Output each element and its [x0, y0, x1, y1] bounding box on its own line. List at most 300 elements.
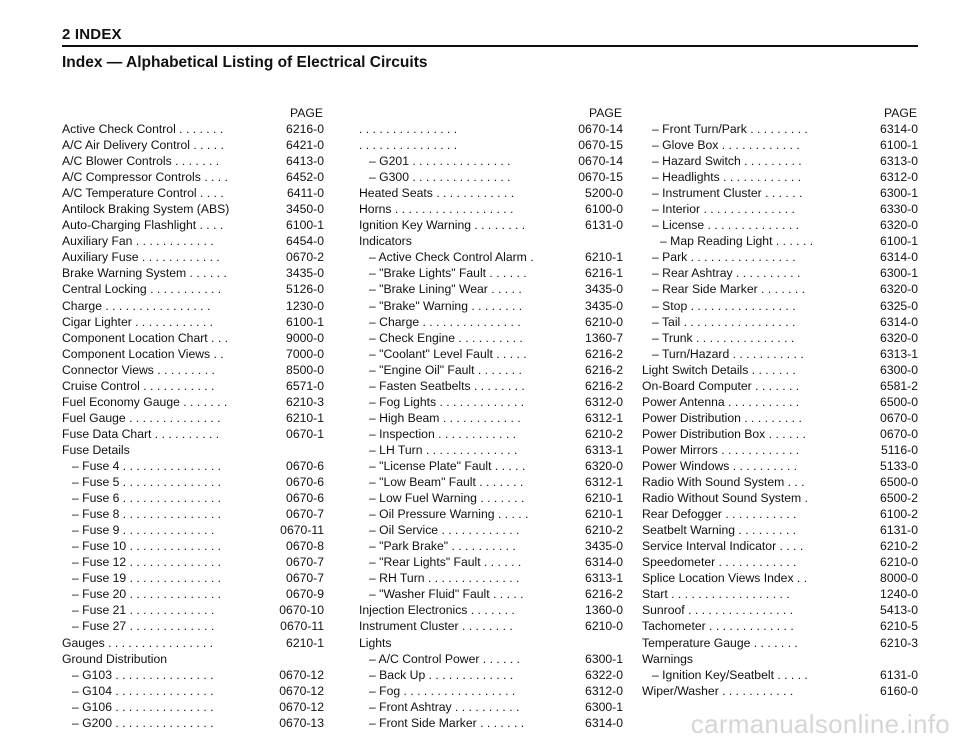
index-entry-label: Radio With Sound System . . .	[642, 475, 805, 490]
index-entry-page: 0670-2	[286, 250, 324, 265]
index-entry	[642, 602, 918, 618]
index-entry-label: – Rear Ashtray . . . . . . . . . .	[652, 266, 801, 281]
index-entry-page: 8000-0	[880, 571, 918, 586]
index-entry-label: Charge . . . . . . . . . . . . . . . .	[62, 298, 211, 313]
index-entry-page: 6500-0	[880, 475, 918, 490]
index-entry-page: 1240-0	[880, 587, 918, 602]
index-entry-page: 6314-0	[880, 314, 918, 329]
index-entry-label: – Fuse 27 . . . . . . . . . . . . .	[72, 619, 215, 634]
index-entry-page: 0670-8	[286, 539, 324, 554]
index-entry	[642, 474, 918, 490]
index-entry	[62, 715, 324, 731]
index-entry	[359, 458, 623, 474]
index-entry-page: 6131-0	[880, 667, 918, 682]
index-entry-label: A/C Temperature Control . . . .	[62, 186, 224, 201]
index-entry-label: A/C Compressor Controls . . . .	[62, 170, 228, 185]
index-entry-page: 3435-0	[585, 298, 623, 313]
index-entry	[62, 410, 324, 426]
index-entry	[642, 506, 918, 522]
index-entry-label: Fuel Economy Gauge . . . . . . .	[62, 394, 228, 409]
index-entry-label: – "Low Beam" Fault . . . . . . .	[369, 475, 524, 490]
index-entry-label: Fuel Gauge . . . . . . . . . . . . . .	[62, 410, 221, 425]
index-entry	[62, 699, 324, 715]
index-entry-page: 0670-14	[578, 154, 623, 169]
index-entry-label: – Interior . . . . . . . . . . . . . .	[652, 202, 795, 217]
index-entry-page: 0670-11	[280, 619, 324, 634]
index-entry-label: Cruise Control . . . . . . . . . . .	[62, 378, 215, 393]
index-entry-label: Tachometer . . . . . . . . . . . . .	[642, 619, 794, 634]
index-entry-page: 6210-2	[585, 426, 623, 441]
index-entry-page: 6313-1	[585, 571, 623, 586]
index-entry	[642, 201, 918, 217]
index-entry-label: – Headlights . . . . . . . . . . . .	[652, 170, 802, 185]
index-entry	[62, 137, 324, 153]
index-entry-label: Auxiliary Fan . . . . . . . . . . . .	[62, 234, 214, 249]
index-entry-page: 5116-0	[880, 442, 918, 457]
index-entry	[359, 185, 623, 201]
index-entry-page: 6210-1	[585, 491, 623, 506]
index-entry-label: – Fuse 20 . . . . . . . . . . . . . .	[72, 587, 222, 602]
index-entry-page: 6100-1	[286, 314, 324, 329]
index-entry	[359, 635, 623, 651]
index-entry	[359, 314, 623, 330]
index-entry-page: 6314-0	[585, 715, 623, 730]
index-entry-label: – "Washer Fluid" Fault . . . . .	[369, 587, 524, 602]
index-entry-label: – G106 . . . . . . . . . . . . . . .	[72, 699, 214, 714]
index-entry	[359, 426, 623, 442]
index-entry-label: – "Brake Lights" Fault . . . . . .	[369, 266, 527, 281]
index-entry-page: 6314-0	[880, 122, 918, 136]
page-column-header: PAGE	[589, 106, 622, 120]
index-entry-page: 0670-12	[279, 667, 324, 682]
index-entry	[62, 185, 324, 201]
index-entry	[642, 233, 918, 249]
index-entry-label: – LH Turn . . . . . . . . . . . . . .	[369, 442, 518, 457]
index-entry-page: 6100-0	[585, 202, 623, 217]
index-entry-label: – "Engine Oil" Fault . . . . . . .	[369, 362, 522, 377]
index-entry-label: – Front Ashtray . . . . . . . . . .	[369, 699, 520, 714]
index-entry	[642, 618, 918, 634]
index-entry-page: 6500-2	[880, 491, 918, 506]
index-entry-label: Gauges . . . . . . . . . . . . . . . .	[62, 635, 214, 650]
index-entry-label: Power Distribution . . . . . . . . .	[642, 410, 802, 425]
index-entry-label: – Fuse 21 . . . . . . . . . . . . .	[72, 603, 215, 618]
index-column-2	[359, 105, 623, 731]
index-entry	[642, 265, 918, 281]
index-entry	[642, 394, 918, 410]
index-entry-label: – License . . . . . . . . . . . . . .	[652, 218, 799, 233]
index-entry	[62, 570, 324, 586]
index-entry-label: Fuse Data Chart . . . . . . . . . .	[62, 426, 220, 441]
index-entry-label: – Park . . . . . . . . . . . . . . . .	[652, 250, 796, 265]
index-entry	[359, 570, 623, 586]
index-entry-label: – Rear Side Marker . . . . . . .	[652, 282, 806, 297]
index-entry-page: 3435-0	[585, 539, 623, 554]
index-entry-label: Service Interval Indicator . . . .	[642, 539, 804, 554]
index-entry-page: 6216-0	[286, 122, 324, 136]
index-entry-page	[320, 651, 324, 667]
index-entry	[359, 249, 623, 265]
index-entry	[359, 522, 623, 538]
index-entry-label: Light Switch Details . . . . . . .	[642, 362, 796, 377]
index-entry-page: 6210-1	[286, 635, 324, 650]
page-title: Index — Alphabetical Listing of Electrical Circuits	[62, 54, 428, 71]
index-entry	[642, 538, 918, 554]
index-entry	[642, 570, 918, 586]
index-entry	[359, 442, 623, 458]
index-entry-page: 0670-11	[280, 523, 324, 538]
index-entry-label: – Back Up . . . . . . . . . . . . .	[369, 667, 514, 682]
index-entry	[642, 298, 918, 314]
index-entry	[642, 362, 918, 378]
index-entry-page	[320, 442, 324, 458]
index-entry-page: 6210-3	[880, 635, 918, 650]
index-entry-page: 3435-0	[286, 266, 324, 281]
index-entry	[62, 233, 324, 249]
index-entry-label: Component Location Chart . . .	[62, 330, 228, 345]
index-entry	[642, 330, 918, 346]
index-entry	[642, 426, 918, 442]
index-entry	[359, 667, 623, 683]
index-entry-label: – Instrument Cluster . . . . . .	[652, 186, 803, 201]
index-entry-label: Speedometer . . . . . . . . . . . .	[642, 555, 797, 570]
index-entry	[359, 554, 623, 570]
index-entry-label: – Fuse 8 . . . . . . . . . . . . . . .	[72, 507, 222, 522]
index-entry-page: 6421-0	[286, 138, 324, 153]
index-entry-label: – Fog . . . . . . . . . . . . . . . . .	[369, 683, 516, 698]
index-entry-page: 6312-1	[585, 475, 623, 490]
index-entry-label: – A/C Control Power . . . . . .	[369, 651, 521, 666]
index-entry-label: Heated Seats . . . . . . . . . . . .	[359, 186, 515, 201]
index-entry-page: 6581-2	[880, 378, 918, 393]
index-entry	[62, 586, 324, 602]
index-entry	[62, 522, 324, 538]
index-entry-page: 6300-1	[880, 266, 918, 281]
index-entry-page: 5200-0	[585, 186, 623, 201]
index-entry-page: 0670-13	[279, 715, 324, 730]
index-entry-page: 6100-2	[880, 507, 918, 522]
index-entry-page: 6314-0	[880, 250, 918, 265]
index-entry-label: On-Board Computer . . . . . . .	[642, 378, 800, 393]
index-entry-page	[619, 233, 623, 249]
index-entry-label: – Fuse 4 . . . . . . . . . . . . . . .	[72, 458, 222, 473]
index-entry-label: Ignition Key Warning . . . . . . . .	[359, 218, 526, 233]
index-entry-page: 6314-0	[585, 555, 623, 570]
index-entry-label: – Inspection . . . . . . . . . . . .	[369, 426, 516, 441]
index-entry-page: 6500-0	[880, 394, 918, 409]
index-entry	[62, 298, 324, 314]
index-entry	[62, 265, 324, 281]
index-entry	[62, 314, 324, 330]
index-entry-label: – Active Check Control Alarm .	[369, 250, 534, 265]
index-entry	[62, 281, 324, 297]
index-entry-label: – Front Turn/Park . . . . . . . . .	[652, 122, 808, 136]
index-entry	[359, 506, 623, 522]
index-entry-label: – Fasten Seatbelts . . . . . . . .	[369, 378, 525, 393]
index-entry	[62, 554, 324, 570]
index-entry-label: – G201 . . . . . . . . . . . . . . .	[369, 154, 511, 169]
index-entry	[359, 217, 623, 233]
index-entry-page: 6216-2	[585, 587, 623, 602]
index-entry	[62, 490, 324, 506]
index-entry-label: Ground Distribution	[62, 651, 167, 666]
index-entry	[62, 201, 324, 217]
index-entry-label: – High Beam . . . . . . . . . . . .	[369, 410, 521, 425]
index-entry-page: 0670-0	[880, 426, 918, 441]
index-entry-label: – Fuse 19 . . . . . . . . . . . . . .	[72, 571, 222, 586]
index-entry-label: – Fuse 12 . . . . . . . . . . . . . .	[72, 555, 222, 570]
index-entry-page: 6210-3	[286, 394, 324, 409]
index-entry-page: 6313-1	[880, 346, 918, 361]
index-entry-label: Auto-Charging Flashlight . . . .	[62, 218, 224, 233]
index-entry-page: 6210-2	[880, 539, 918, 554]
index-entry	[642, 346, 918, 362]
index-entry-page: 0670-10	[279, 603, 324, 618]
index-entry	[62, 426, 324, 442]
index-entry	[642, 410, 918, 426]
index-entry-label: Rear Defogger . . . . . . . . . . .	[642, 507, 797, 522]
index-entry-label: – "Rear Lights" Fault . . . . . .	[369, 555, 522, 570]
index-entry	[642, 185, 918, 201]
index-entry-label: A/C Air Delivery Control . . . . .	[62, 138, 224, 153]
index-entry	[642, 635, 918, 651]
index-entry-page: 0670-15	[578, 170, 623, 185]
index-entry	[359, 490, 623, 506]
index-entry-page: 6320-0	[880, 218, 918, 233]
index-entry-page: 6312-0	[880, 170, 918, 185]
index-entry-page: 6210-5	[880, 619, 918, 634]
index-entry	[359, 538, 623, 554]
index-entry-page	[619, 635, 623, 651]
index-entry-page: 6160-0	[880, 683, 918, 698]
index-entry	[642, 667, 918, 683]
index-entry-page: 7000-0	[286, 346, 324, 361]
index-entry-label: Active Check Control . . . . . . .	[62, 122, 224, 136]
index-entry-page: 6300-1	[585, 651, 623, 666]
index-entry	[359, 346, 623, 362]
index-entry-label: . . . . . . . . . . . . . . .	[359, 138, 458, 153]
index-entry-page: 1230-0	[286, 298, 324, 313]
index-entry-page: 6312-0	[585, 683, 623, 698]
index-column-1	[62, 105, 324, 731]
index-entry	[642, 217, 918, 233]
index-entry-label: – Trunk . . . . . . . . . . . . . . .	[652, 330, 795, 345]
index-entry-label: Temperature Gauge . . . . . . .	[642, 635, 798, 650]
index-entry	[359, 586, 623, 602]
index-entry-label: Instrument Cluster . . . . . . . .	[359, 619, 513, 634]
index-entry-label: Injection Electronics . . . . . . .	[359, 603, 515, 618]
index-entry-label: Antilock Braking System (ABS)	[62, 202, 230, 217]
page-column-header: PAGE	[884, 106, 917, 120]
index-entry	[359, 474, 623, 490]
index-entry	[62, 169, 324, 185]
index-entry-page: 3435-0	[585, 282, 623, 297]
index-entry-page: 6210-1	[585, 250, 623, 265]
index-entry-page	[914, 651, 918, 667]
index-entry	[642, 458, 918, 474]
index-entry	[642, 153, 918, 169]
index-entry-label: – Tail . . . . . . . . . . . . . . . . .	[652, 314, 796, 329]
index-entry-label: A/C Blower Controls . . . . . . .	[62, 154, 220, 169]
index-entry-label: Sunroof . . . . . . . . . . . . . . . .	[642, 603, 794, 618]
index-entry	[359, 298, 623, 314]
index-entry	[62, 458, 324, 474]
index-entry-label: – Front Side Marker . . . . . . .	[369, 715, 525, 730]
index-entry-label: Auxiliary Fuse . . . . . . . . . . . .	[62, 250, 220, 265]
index-entry-page: 6100-1	[880, 138, 918, 153]
index-entry	[359, 153, 623, 169]
index-entry-page: 0670-6	[286, 475, 324, 490]
index-entry-label: – Fog Lights . . . . . . . . . . . . .	[369, 394, 525, 409]
index-entry-label: – Hazard Switch . . . . . . . . .	[652, 154, 802, 169]
index-entry-page: 8500-0	[286, 362, 324, 377]
index-entry	[359, 651, 623, 667]
index-entry-label: – Turn/Hazard . . . . . . . . . . .	[652, 346, 804, 361]
index-entry	[62, 683, 324, 699]
watermark: carmanualsonline.info	[690, 709, 950, 739]
index-entry-page: 5133-0	[880, 458, 918, 473]
index-entry-label: – Low Fuel Warning . . . . . . .	[369, 491, 525, 506]
index-entry-label: Horns . . . . . . . . . . . . . . . . . .	[359, 202, 514, 217]
index-entry	[62, 249, 324, 265]
index-entry-page: 6100-1	[286, 218, 324, 233]
index-entry-label: – Fuse 10 . . . . . . . . . . . . . .	[72, 539, 222, 554]
index-entry	[62, 442, 324, 458]
index-entry-page: 6100-1	[880, 234, 918, 249]
index-entry-page: 6210-1	[286, 410, 324, 425]
index-entry	[642, 249, 918, 265]
index-entry-label: Connector Views . . . . . . . . .	[62, 362, 215, 377]
index-entry-label: Splice Location Views Index . .	[642, 571, 808, 586]
index-entry	[62, 618, 324, 634]
index-entry-page: 6216-2	[585, 362, 623, 377]
index-entry-page: 6320-0	[585, 458, 623, 473]
index-entry	[359, 137, 623, 153]
index-entry	[359, 683, 623, 699]
index-entry	[642, 522, 918, 538]
index-entry-page: 6320-0	[880, 330, 918, 345]
index-entry-page: 6300-1	[585, 699, 623, 714]
index-entry-page: 6322-0	[585, 667, 623, 682]
index-entry	[62, 121, 324, 137]
index-entry	[359, 233, 623, 249]
index-entry-page: 6413-0	[286, 154, 324, 169]
index-entry-label: Power Distribution Box . . . . . .	[642, 426, 806, 441]
index-entry-page: 6210-1	[585, 507, 623, 522]
index-entry	[62, 635, 324, 651]
index-entry	[359, 265, 623, 281]
index-entry	[62, 217, 324, 233]
index-entry-label: Brake Warning System . . . . . .	[62, 266, 227, 281]
index-entry	[359, 362, 623, 378]
index-entry-page: 6313-0	[880, 154, 918, 169]
index-entry	[62, 651, 324, 667]
index-entry-page: 6216-2	[585, 346, 623, 361]
index-entry-page: 0670-12	[279, 683, 324, 698]
index-entry	[359, 410, 623, 426]
index-entry	[642, 314, 918, 330]
index-entry-label: – Stop . . . . . . . . . . . . . . . .	[652, 298, 796, 313]
index-entry-label: Seatbelt Warning . . . . . . . . .	[642, 523, 796, 538]
index-entry-label: – Oil Service . . . . . . . . . . . .	[369, 523, 520, 538]
index-entry-label: Warnings	[642, 651, 694, 666]
page-column-header: PAGE	[290, 106, 323, 120]
index-entry	[359, 201, 623, 217]
index-entry-label: – "Brake" Warning . . . . . . . .	[369, 298, 523, 313]
index-entry	[642, 490, 918, 506]
index-entry-label: Central Locking . . . . . . . . . . .	[62, 282, 222, 297]
index-entry	[62, 538, 324, 554]
index-entry-page: 6454-0	[286, 234, 324, 249]
index-entry-label: – Fuse 6 . . . . . . . . . . . . . . .	[72, 491, 222, 506]
index-entry-page: 6312-1	[585, 410, 623, 425]
index-entry-label: – Ignition Key/Seatbelt . . . . .	[652, 667, 808, 682]
index-entry-page: 6210-0	[880, 555, 918, 570]
index-entry	[62, 506, 324, 522]
index-entry-page: 0670-0	[880, 410, 918, 425]
index-entry-label: – G103 . . . . . . . . . . . . . . .	[72, 667, 214, 682]
index-entry-label: Cigar Lighter . . . . . . . . . . . .	[62, 314, 214, 329]
index-entry-page: 0670-7	[286, 507, 324, 522]
index-entry	[642, 121, 918, 137]
index-entry-page: 6411-0	[286, 186, 324, 201]
index-entry	[642, 137, 918, 153]
index-column-3	[642, 105, 918, 699]
index-entry	[359, 602, 623, 618]
index-entry-page: 6571-0	[286, 378, 324, 393]
index-entry-page: 6313-1	[585, 442, 623, 457]
index-entry-label: – RH Turn . . . . . . . . . . . . . .	[369, 571, 520, 586]
index-entry-label: Power Windows . . . . . . . . . .	[642, 458, 798, 473]
index-entry-label: Indicators	[359, 234, 412, 249]
index-entry	[359, 618, 623, 634]
index-entry-label: Start . . . . . . . . . . . . . . . . . .	[642, 587, 790, 602]
index-entry	[62, 362, 324, 378]
index-entry-page: 6452-0	[286, 170, 324, 185]
index-entry-label: – Fuse 5 . . . . . . . . . . . . . . .	[72, 475, 222, 490]
index-entry	[62, 346, 324, 362]
index-entry	[642, 683, 918, 699]
index-entry	[642, 442, 918, 458]
index-entry-page: 1360-7	[585, 330, 623, 345]
index-entry	[359, 699, 623, 715]
index-entry-page: 6300-1	[880, 186, 918, 201]
index-entry-label: . . . . . . . . . . . . . . .	[359, 122, 458, 136]
index-entry-label: Radio Without Sound System .	[642, 491, 808, 506]
index-entry-label: – Oil Pressure Warning . . . . .	[369, 507, 529, 522]
index-entry-page: 6325-0	[880, 298, 918, 313]
index-entry	[359, 378, 623, 394]
index-entry	[359, 394, 623, 410]
index-entry-page: 9000-0	[286, 330, 324, 345]
index-entry	[62, 667, 324, 683]
index-entry-label: Component Location Views . .	[62, 346, 224, 361]
index-entry	[642, 554, 918, 570]
index-entry-label: Power Antenna . . . . . . . . . . .	[642, 394, 800, 409]
index-entry	[642, 378, 918, 394]
index-entry-page: 6216-1	[585, 266, 623, 281]
index-entry-page: 6216-2	[585, 378, 623, 393]
index-entry	[642, 169, 918, 185]
index-entry-page: 0670-7	[286, 555, 324, 570]
index-entry-page: 6312-0	[585, 394, 623, 409]
index-entry	[359, 281, 623, 297]
index-entry-page: 0670-6	[286, 491, 324, 506]
index-entry	[62, 474, 324, 490]
index-entry-label: – Fuse 9 . . . . . . . . . . . . . .	[72, 523, 215, 538]
index-entry-label: – G104 . . . . . . . . . . . . . . .	[72, 683, 214, 698]
index-entry-page: 0670-7	[286, 571, 324, 586]
